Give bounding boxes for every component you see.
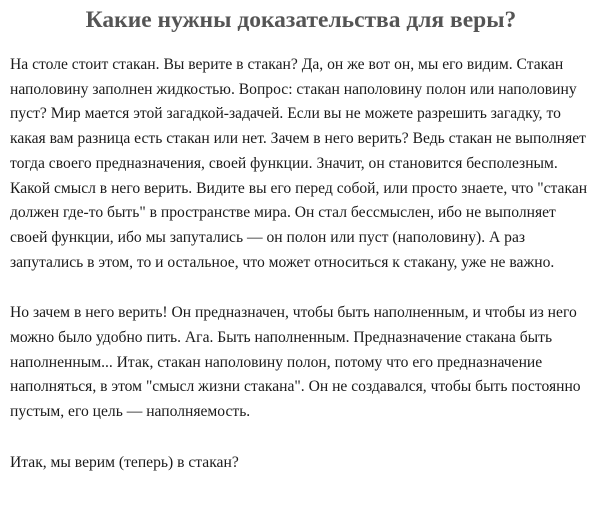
- article-page: [0, 2, 600, 508]
- article-paragraph-1: На столе стоит стакан. Вы верите в стакан? Да, он же вот он, мы его видим. Стакан наполовину заполнен жидкостью. Вопрос: стакан наполовину полон или наполовину пуст? Мир мается этой загадкой-задачей. Если вы не можете разрешить загадку, то какая вам разница есть стакан или нет. Зачем в него верить? Ведь стакан не выполняет тогда своего предназначения, своей функции. Значит, он становится бесполезным. Какой смысл в него верить. Видите вы его перед собой, или просто знаете, что "стакан должен где-то быть" в пространстве мира. Он стал бессмыслен, ибо не выполняет своей функции, ибо мы запутались — он полон или пуст (наполовину). А раз запутались в этом, то и остальное, что может относиться к стакану, уже не важно.: [10, 56, 588, 271]
- article-paragraph-3: Итак, мы верим (теперь) в стакан?: [10, 453, 239, 471]
- article-title: Какие нужны доказательства для веры?: [85, 7, 517, 33]
- article-paragraph-2: Но зачем в него верить! Он предназначен, чтобы быть наполненным, и чтобы из него можно было удобно пить. Ага. Быть наполненным. Предназначение стакана быть наполненным... Итак, стакан наполовину полон, потому что его предназначение наполняться, в этом "смысл жизни стакана". Он не создавался, чтобы быть постоянно пустым, его цель — наполняемость.: [10, 304, 581, 421]
